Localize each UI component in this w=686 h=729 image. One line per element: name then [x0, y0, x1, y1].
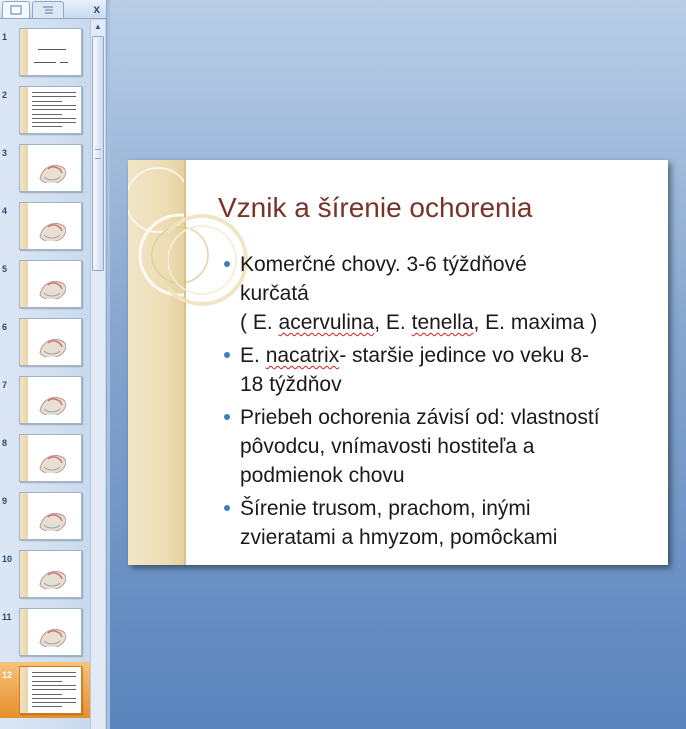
thumbnail-text-line	[34, 62, 56, 63]
slides-pane	[0, 0, 107, 729]
pane-divider[interactable]	[107, 0, 110, 729]
thumbnail-text-line	[32, 685, 76, 686]
slide-thumbnail-row[interactable]	[0, 256, 90, 312]
slides-tab-icon	[10, 5, 22, 15]
scroll-thumb[interactable]	[92, 36, 104, 271]
close-pane-button[interactable]: x	[93, 2, 100, 16]
thumbnail-band	[20, 203, 28, 249]
thumbnail-band	[20, 551, 28, 597]
slide-thumbnail[interactable]	[19, 550, 82, 598]
misspelled-word: acervulina	[278, 311, 375, 334]
slide-thumbnail[interactable]	[19, 318, 82, 366]
bullet-line	[240, 341, 654, 370]
thumbnail-band	[20, 145, 28, 191]
bullet-dot-icon	[224, 414, 230, 420]
thumbnail-image-icon	[34, 621, 66, 647]
bullet-dot-icon	[224, 352, 230, 358]
misspelled-word: tenella	[411, 311, 474, 334]
bullet-text: - staršie jedince vo veku 8-	[339, 344, 589, 367]
thumbnail-image-icon	[34, 273, 66, 299]
slide-number: 12	[2, 670, 13, 680]
thumbnail-image-icon	[34, 563, 66, 589]
slide-thumbnail[interactable]	[19, 492, 82, 540]
slide-thumbnail-row[interactable]	[0, 82, 90, 138]
slide-number: 8	[2, 438, 8, 448]
thumbnail-text-line	[32, 105, 76, 106]
tab-slides[interactable]	[2, 1, 30, 18]
thumbnail-text-line	[32, 702, 76, 703]
bullet-dot-icon	[224, 505, 230, 511]
thumbnail-image-icon	[34, 215, 66, 241]
bullet-text: ( E.	[240, 311, 279, 334]
slide-canvas[interactable]	[128, 160, 668, 565]
thumbnail-image-icon	[34, 157, 66, 183]
thumbnail-text-line	[32, 681, 62, 682]
bullet-item[interactable]	[224, 494, 654, 552]
bullet-text: Šírenie trusom, prachom, inými	[240, 497, 531, 520]
thumbnail-text-line	[32, 126, 62, 127]
bullet-line	[240, 494, 654, 523]
scroll-grip-icon	[95, 149, 101, 159]
slide-number: 9	[2, 496, 8, 506]
slide-number: 6	[2, 322, 8, 332]
thumbnail-image-icon	[34, 447, 66, 473]
thumbnail-text-line	[32, 101, 62, 102]
bullet-list[interactable]	[224, 250, 654, 556]
thumbnail-band	[20, 667, 28, 713]
slide-thumbnail-row[interactable]	[0, 662, 90, 718]
thumbnail-band	[20, 493, 28, 539]
bullet-text: E.	[240, 344, 266, 367]
slide-thumbnail-row[interactable]	[0, 430, 90, 486]
thumbnail-list	[0, 20, 90, 729]
thumbnail-band	[20, 261, 28, 307]
bullet-dot-icon	[224, 261, 230, 267]
thumbnail-band	[20, 609, 28, 655]
slide-thumbnail-row[interactable]	[0, 372, 90, 428]
bullet-text: , E. maxima )	[473, 311, 598, 334]
thumbnail-text-line	[32, 676, 76, 677]
slide-thumbnail-row[interactable]	[0, 546, 90, 602]
slide-thumbnail-row[interactable]	[0, 604, 90, 660]
slide-thumbnail-row[interactable]	[0, 488, 90, 544]
thumbnail-text-line	[32, 92, 76, 93]
slide-number: 2	[2, 90, 8, 100]
bullet-item[interactable]	[224, 341, 654, 399]
slide-thumbnail[interactable]	[19, 28, 82, 76]
slide-thumbnail[interactable]	[19, 202, 82, 250]
slide-thumbnail[interactable]	[19, 376, 82, 424]
bullet-line	[240, 432, 654, 461]
bullet-item[interactable]	[224, 403, 654, 490]
slide-number: 3	[2, 148, 8, 158]
slide-number: 7	[2, 380, 8, 390]
slide-thumbnail-row[interactable]	[0, 314, 90, 370]
thumbnail-band	[20, 319, 28, 365]
pane-tab-bar	[0, 0, 106, 19]
thumbnail-image-icon	[34, 389, 66, 415]
bullet-line	[240, 461, 654, 490]
thumbnail-band	[20, 435, 28, 481]
thumbnail-band	[20, 87, 28, 133]
thumbnail-text-line	[32, 96, 76, 97]
thumbnail-scrollbar[interactable]	[90, 20, 105, 729]
thumbnail-text-line	[32, 109, 76, 110]
slide-number: 4	[2, 206, 8, 216]
bullet-text: Priebeh ochorenia závisí od: vlastností	[240, 406, 600, 429]
slide-number: 10	[2, 554, 13, 564]
thumbnail-text-line	[32, 118, 76, 119]
thumbnail-band	[20, 29, 28, 75]
bullet-item[interactable]	[224, 250, 654, 337]
slide-thumbnail[interactable]	[19, 666, 82, 714]
thumbnail-text-line	[38, 49, 66, 50]
tab-outline[interactable]	[32, 1, 64, 18]
bullet-text: pôvodcu, vnímavosti hostiteľa a	[240, 435, 535, 458]
slide-number: 11	[2, 612, 12, 622]
bullet-text: , E.	[374, 311, 412, 334]
thumbnail-image-icon	[34, 331, 66, 357]
slide-title[interactable]: Vznik a šírenie ochorenia	[218, 192, 533, 223]
misspelled-word: nacatrix	[265, 344, 340, 367]
slide-thumbnail[interactable]	[19, 86, 82, 134]
bullet-text: podmienok chovu	[240, 464, 405, 487]
thumbnail-text-line	[32, 114, 62, 115]
bullet-line	[240, 403, 654, 432]
thumbnail-text-line	[32, 122, 76, 123]
thumbnail-text-line	[32, 672, 76, 673]
scroll-up-arrow-icon[interactable]: ▲	[94, 22, 102, 31]
slide-thumbnail[interactable]	[19, 434, 82, 482]
slide-editing-area[interactable]	[107, 0, 686, 729]
thumbnail-text-line	[32, 706, 62, 707]
bullet-text: kurčatá	[240, 282, 309, 305]
slide-thumbnail-row[interactable]	[0, 140, 90, 196]
slide-thumbnail[interactable]	[19, 260, 82, 308]
slide-thumbnail-row[interactable]	[0, 198, 90, 254]
thumbnail-text-line	[32, 689, 76, 690]
thumbnail-text-line	[60, 62, 68, 63]
bullet-line	[240, 250, 654, 279]
bullet-line	[240, 370, 654, 399]
slide-number: 5	[2, 264, 8, 274]
bullet-text: Komerčné chovy. 3-6 týždňové	[240, 253, 527, 276]
thumbnail-text-line	[32, 698, 76, 699]
slide-thumbnail-row[interactable]	[0, 24, 90, 80]
bullet-line	[240, 279, 654, 308]
bullet-line	[240, 308, 654, 337]
thumbnail-band	[20, 377, 28, 423]
bullet-text: zvieratami a hmyzom, pomôckami	[240, 526, 558, 549]
slide-thumbnail[interactable]	[19, 144, 82, 192]
thumbnail-image-icon	[34, 505, 66, 531]
bullet-text: 18 týždňov	[240, 373, 342, 396]
bullet-line	[240, 523, 654, 552]
thumbnail-text-line	[32, 694, 62, 695]
slide-number: 1	[2, 32, 8, 42]
outline-tab-icon	[42, 5, 54, 15]
slide-thumbnail[interactable]	[19, 608, 82, 656]
